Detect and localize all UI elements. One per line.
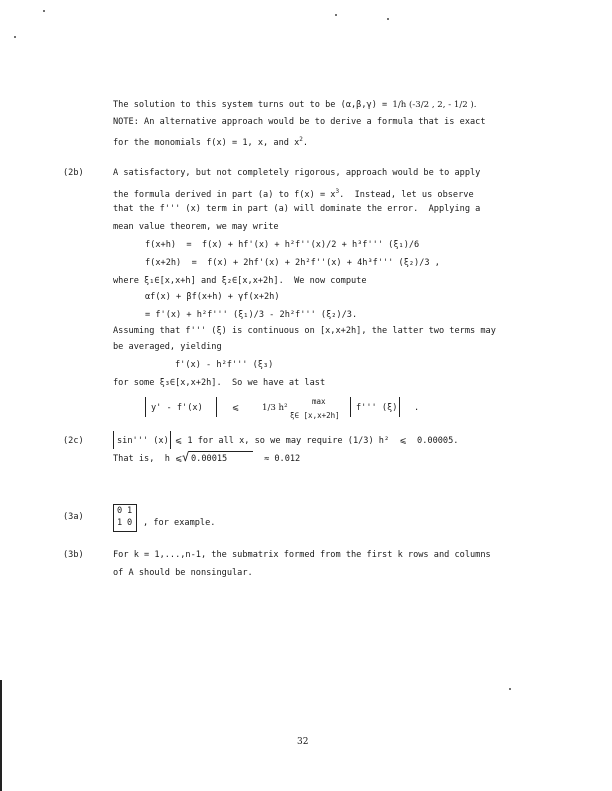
text-line: For k = 1,...,n-1, the submatrix formed from the first k rows and columns [113,550,491,560]
text-line: ≈ 0.012 [264,454,301,464]
text-line: the formula derived in part (a) to $f(x) = x^3$. Instead, let us observe [113,188,474,200]
abs-bar [399,397,400,417]
section-label-2c: (2c) [63,436,84,446]
equation: sin''' (x) [117,436,169,446]
text-line: that the f''' (x) term in part (a) will dominate the error. Applying a [113,204,481,214]
equation: f'(x) - h²f''' (ξ₃) [175,360,274,370]
text-line: Assuming that f''' (ξ) is continuous on [x,x+2h], the latter two terms may [113,326,496,336]
text-line: where ξ₁∈[x,x+h] and ξ₂∈[x,x+2h]. We now compute [113,276,367,286]
scan-speck [387,18,389,20]
abs-bar [145,397,146,417]
max-subscript: ξ∈ [x,x+2h] [290,411,340,420]
text-line: NOTE: An alternative approach would be to derive a formula that is exact [113,117,486,127]
scan-speck [335,14,337,16]
scan-speck [43,10,45,12]
text-line: The solution to this system turns out to be (α,β,γ) = 1/h (-3/2 , 2, - 1/2 ). [113,100,477,110]
section-label-3a: (3a) [63,512,84,522]
equation: . [414,403,420,413]
max-operator: max [312,397,326,406]
text-line: That is, h ⩽ [113,454,183,464]
abs-bar [350,397,351,417]
scan-speck [509,688,511,690]
sqrt-bar [189,451,253,452]
equation: αf(x) + βf(x+h) + γf(x+2h) [145,292,280,302]
equation: y' - f'(x) [151,403,203,413]
equation: 0.00015 [191,454,228,464]
section-label-3b: (3b) [63,550,84,560]
text-line: , for example. [143,518,216,528]
text-line: of A should be nonsingular. [113,568,253,578]
text-line: ⩽ 1 for all x, so we may require (1/3) h² ⩽ 0.00005. [175,436,459,446]
matrix-cell: 1 [117,518,123,528]
text-line: for the monomials f(x) = 1, x, and $x^2$. [113,136,309,148]
equation: f(x+2h) = f(x) + 2hf'(x) + 2h²f''(x) + 4h³f''' (ξ₂)/3 , [145,258,440,268]
matrix-cell: 1 [127,506,133,516]
sqrt-sign: √ [182,450,190,464]
matrix-cell: 0 [117,506,123,516]
section-label-2b: (2b) [63,168,84,178]
abs-bar [216,397,217,417]
page-number: 32 [297,737,309,747]
fraction: 1/3 h² [262,403,288,413]
text-line: A satisfactory, but not completely rigorous, approach would be to apply [113,168,481,178]
equation: f(x+h) = f(x) + hf'(x) + h²f''(x)/2 + h³f''' (ξ₁)/6 [145,240,420,250]
text-line: mean value theorem, we may write [113,222,279,232]
equation: = f'(x) + h²f''' (ξ₁)/3 - 2h²f''' (ξ₂)/3. [145,310,358,320]
equation: ⩽ [232,403,240,413]
scan-edge [0,680,2,791]
abs-bar [170,431,171,449]
scan-speck [14,36,16,38]
text-line: be averaged, yielding [113,342,222,352]
matrix-cell: 0 [127,518,133,528]
text-line: for some ξ₃∈[x,x+2h]. So we have at last [113,378,326,388]
abs-bar [113,431,114,449]
equation: f''' (ξ) [356,403,398,413]
